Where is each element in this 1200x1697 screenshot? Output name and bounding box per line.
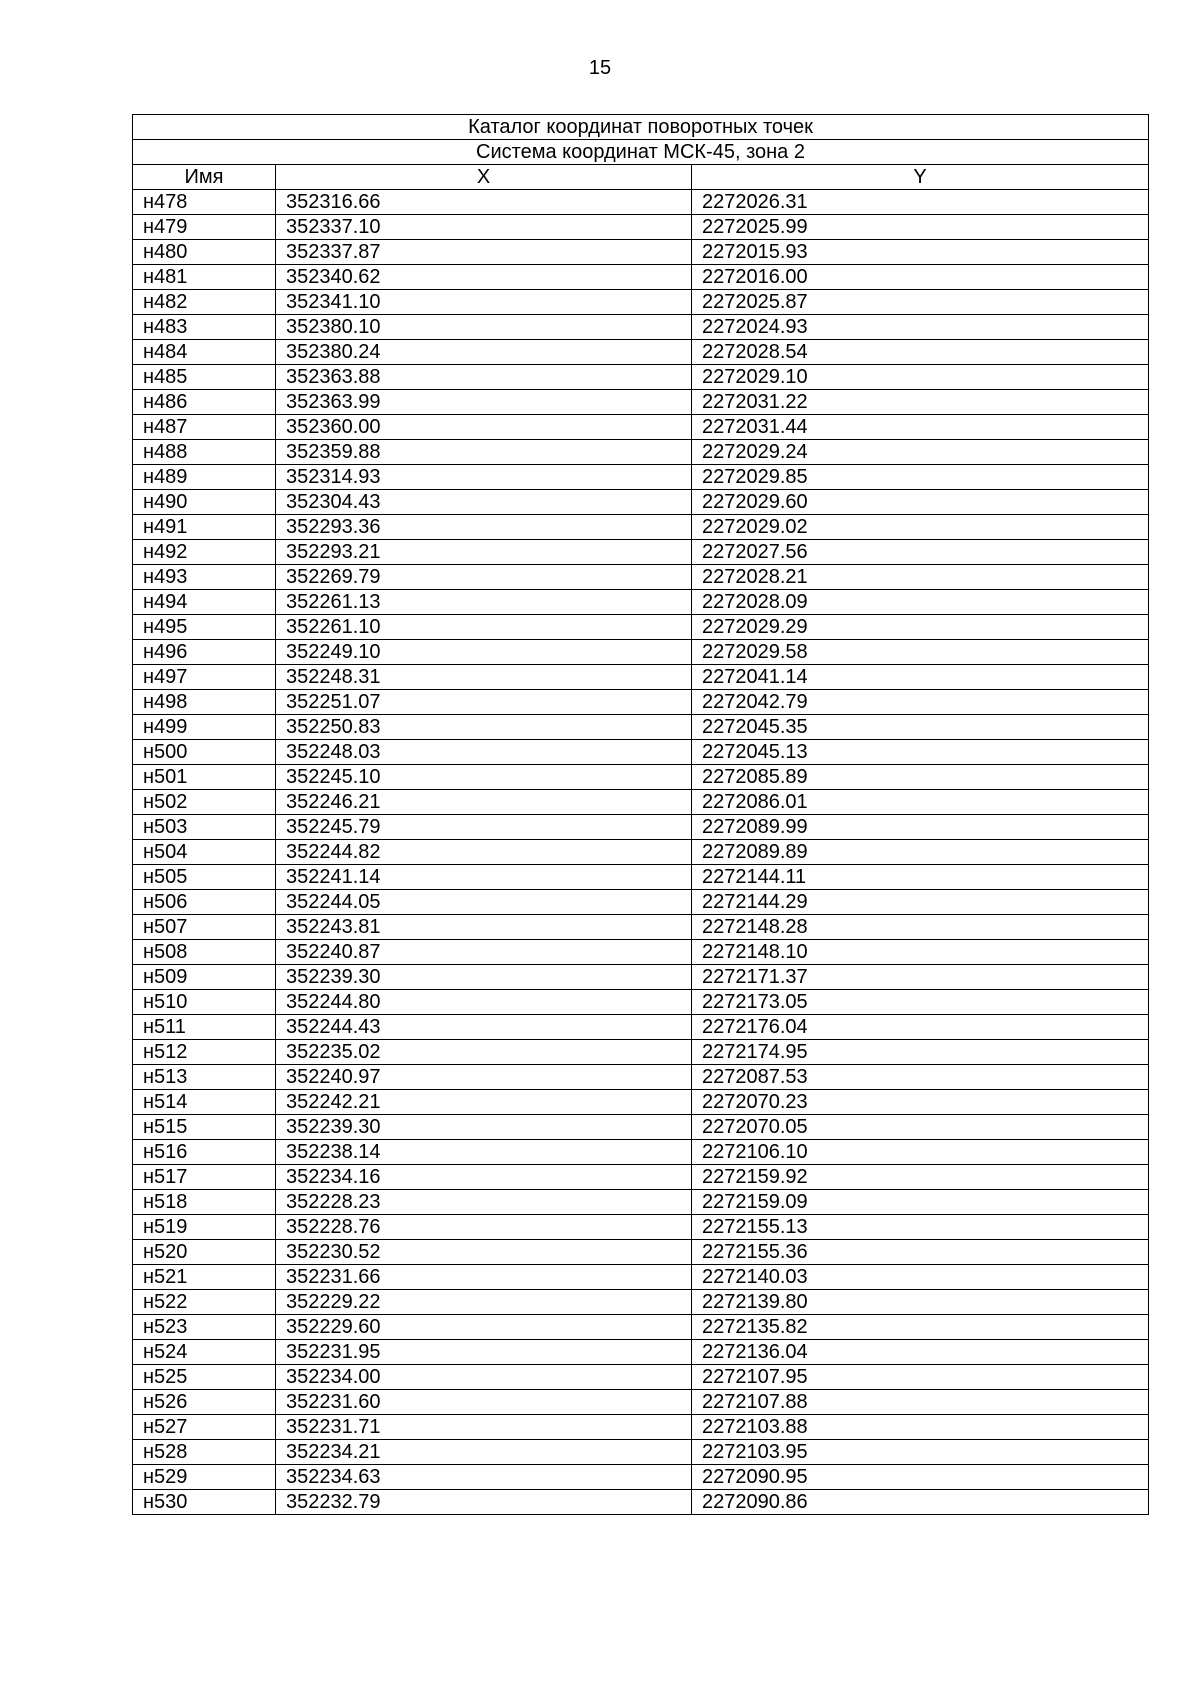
table-row bbox=[133, 615, 1149, 640]
x-coordinate: 352238.14 bbox=[276, 1140, 692, 1165]
x-coordinate: 352228.76 bbox=[276, 1215, 692, 1240]
coordinate-catalog-table bbox=[132, 114, 1149, 1515]
x-coordinate: 352363.99 bbox=[276, 390, 692, 415]
table-row bbox=[133, 740, 1149, 765]
point-name: н485 bbox=[133, 365, 276, 390]
x-coordinate: 352241.14 bbox=[276, 865, 692, 890]
y-coordinate: 2272045.35 bbox=[692, 715, 1149, 740]
x-coordinate: 352245.79 bbox=[276, 815, 692, 840]
y-coordinate: 2272173.05 bbox=[692, 990, 1149, 1015]
y-coordinate: 2272015.93 bbox=[692, 240, 1149, 265]
x-coordinate: 352269.79 bbox=[276, 565, 692, 590]
y-coordinate: 2272025.87 bbox=[692, 290, 1149, 315]
x-coordinate: 352229.22 bbox=[276, 1290, 692, 1315]
point-name: н513 bbox=[133, 1065, 276, 1090]
y-coordinate: 2272144.11 bbox=[692, 865, 1149, 890]
y-coordinate: 2272041.14 bbox=[692, 665, 1149, 690]
x-coordinate: 352232.79 bbox=[276, 1490, 692, 1515]
x-coordinate: 352234.63 bbox=[276, 1465, 692, 1490]
point-name: н525 bbox=[133, 1365, 276, 1390]
table-row bbox=[133, 1340, 1149, 1365]
y-coordinate: 2272086.01 bbox=[692, 790, 1149, 815]
x-coordinate: 352380.10 bbox=[276, 315, 692, 340]
table-header-row bbox=[133, 165, 1149, 190]
table-row bbox=[133, 640, 1149, 665]
y-coordinate: 2272026.31 bbox=[692, 190, 1149, 215]
y-coordinate: 2272016.00 bbox=[692, 265, 1149, 290]
y-coordinate: 2272107.95 bbox=[692, 1365, 1149, 1390]
point-name: н496 bbox=[133, 640, 276, 665]
point-name: н507 bbox=[133, 915, 276, 940]
y-coordinate: 2272028.54 bbox=[692, 340, 1149, 365]
point-name: н517 bbox=[133, 1165, 276, 1190]
x-coordinate: 352337.10 bbox=[276, 215, 692, 240]
point-name: н478 bbox=[133, 190, 276, 215]
y-coordinate: 2272136.04 bbox=[692, 1340, 1149, 1365]
table-row bbox=[133, 215, 1149, 240]
x-coordinate: 352240.97 bbox=[276, 1065, 692, 1090]
x-coordinate: 352251.07 bbox=[276, 690, 692, 715]
point-name: н479 bbox=[133, 215, 276, 240]
x-coordinate: 352340.62 bbox=[276, 265, 692, 290]
y-coordinate: 2272144.29 bbox=[692, 890, 1149, 915]
column-header-name: Имя bbox=[133, 165, 276, 190]
point-name: н500 bbox=[133, 740, 276, 765]
table-row bbox=[133, 940, 1149, 965]
y-coordinate: 2272085.89 bbox=[692, 765, 1149, 790]
point-name: н502 bbox=[133, 790, 276, 815]
y-coordinate: 2272045.13 bbox=[692, 740, 1149, 765]
point-name: н488 bbox=[133, 440, 276, 465]
table-row bbox=[133, 1240, 1149, 1265]
y-coordinate: 2272090.95 bbox=[692, 1465, 1149, 1490]
point-name: н506 bbox=[133, 890, 276, 915]
y-coordinate: 2272107.88 bbox=[692, 1390, 1149, 1415]
table-row bbox=[133, 915, 1149, 940]
point-name: н510 bbox=[133, 990, 276, 1015]
point-name: н503 bbox=[133, 815, 276, 840]
y-coordinate: 2272155.13 bbox=[692, 1215, 1149, 1240]
y-coordinate: 2272148.10 bbox=[692, 940, 1149, 965]
table-row bbox=[133, 340, 1149, 365]
table-row bbox=[133, 1315, 1149, 1340]
y-coordinate: 2272139.80 bbox=[692, 1290, 1149, 1315]
x-coordinate: 352231.95 bbox=[276, 1340, 692, 1365]
point-name: н526 bbox=[133, 1390, 276, 1415]
x-coordinate: 352231.66 bbox=[276, 1265, 692, 1290]
point-name: н498 bbox=[133, 690, 276, 715]
point-name: н482 bbox=[133, 290, 276, 315]
table-row bbox=[133, 465, 1149, 490]
x-coordinate: 352244.05 bbox=[276, 890, 692, 915]
x-coordinate: 352360.00 bbox=[276, 415, 692, 440]
x-coordinate: 352234.00 bbox=[276, 1365, 692, 1390]
table-row bbox=[133, 1265, 1149, 1290]
table-row bbox=[133, 715, 1149, 740]
point-name: н516 bbox=[133, 1140, 276, 1165]
y-coordinate: 2272025.99 bbox=[692, 215, 1149, 240]
x-coordinate: 352234.21 bbox=[276, 1440, 692, 1465]
x-coordinate: 352228.23 bbox=[276, 1190, 692, 1215]
point-name: н489 bbox=[133, 465, 276, 490]
point-name: н520 bbox=[133, 1240, 276, 1265]
table-row bbox=[133, 765, 1149, 790]
table-row bbox=[133, 265, 1149, 290]
x-coordinate: 352244.82 bbox=[276, 840, 692, 865]
point-name: н483 bbox=[133, 315, 276, 340]
x-coordinate: 352244.43 bbox=[276, 1015, 692, 1040]
table-row bbox=[133, 190, 1149, 215]
y-coordinate: 2272106.10 bbox=[692, 1140, 1149, 1165]
point-name: н521 bbox=[133, 1265, 276, 1290]
table-row bbox=[133, 990, 1149, 1015]
y-coordinate: 2272176.04 bbox=[692, 1015, 1149, 1040]
x-coordinate: 352293.21 bbox=[276, 540, 692, 565]
table-row bbox=[133, 365, 1149, 390]
point-name: н523 bbox=[133, 1315, 276, 1340]
point-name: н504 bbox=[133, 840, 276, 865]
table-row bbox=[133, 515, 1149, 540]
x-coordinate: 352248.31 bbox=[276, 665, 692, 690]
x-coordinate: 352249.10 bbox=[276, 640, 692, 665]
x-coordinate: 352359.88 bbox=[276, 440, 692, 465]
point-name: н499 bbox=[133, 715, 276, 740]
y-coordinate: 2272090.86 bbox=[692, 1490, 1149, 1515]
x-coordinate: 352239.30 bbox=[276, 1115, 692, 1140]
x-coordinate: 352341.10 bbox=[276, 290, 692, 315]
table-row bbox=[133, 390, 1149, 415]
x-coordinate: 352250.83 bbox=[276, 715, 692, 740]
point-name: н487 bbox=[133, 415, 276, 440]
page-number: 15 bbox=[588, 57, 612, 79]
x-coordinate: 352235.02 bbox=[276, 1040, 692, 1065]
point-name: н511 bbox=[133, 1015, 276, 1040]
table-row bbox=[133, 965, 1149, 990]
table-subtitle: Система координат МСК-45, зона 2 bbox=[133, 140, 1149, 165]
x-coordinate: 352261.10 bbox=[276, 615, 692, 640]
table-row bbox=[133, 1165, 1149, 1190]
x-coordinate: 352248.03 bbox=[276, 740, 692, 765]
table-row bbox=[133, 1015, 1149, 1040]
y-coordinate: 2272159.09 bbox=[692, 1190, 1149, 1215]
point-name: н501 bbox=[133, 765, 276, 790]
x-coordinate: 352314.93 bbox=[276, 465, 692, 490]
x-coordinate: 352380.24 bbox=[276, 340, 692, 365]
x-coordinate: 352242.21 bbox=[276, 1090, 692, 1115]
table-row bbox=[133, 415, 1149, 440]
y-coordinate: 2272042.79 bbox=[692, 690, 1149, 715]
y-coordinate: 2272024.93 bbox=[692, 315, 1149, 340]
table-row bbox=[133, 490, 1149, 515]
point-name: н524 bbox=[133, 1340, 276, 1365]
point-name: н527 bbox=[133, 1415, 276, 1440]
table-body bbox=[133, 190, 1149, 1515]
x-coordinate: 352230.52 bbox=[276, 1240, 692, 1265]
table-row bbox=[133, 1215, 1149, 1240]
column-header-x: X bbox=[276, 165, 692, 190]
x-coordinate: 352243.81 bbox=[276, 915, 692, 940]
point-name: н505 bbox=[133, 865, 276, 890]
y-coordinate: 2272135.82 bbox=[692, 1315, 1149, 1340]
table-row bbox=[133, 1440, 1149, 1465]
table-row bbox=[133, 240, 1149, 265]
point-name: н486 bbox=[133, 390, 276, 415]
table-row bbox=[133, 565, 1149, 590]
table-row bbox=[133, 1040, 1149, 1065]
point-name: н493 bbox=[133, 565, 276, 590]
x-coordinate: 352261.13 bbox=[276, 590, 692, 615]
y-coordinate: 2272174.95 bbox=[692, 1040, 1149, 1065]
table-row bbox=[133, 1365, 1149, 1390]
point-name: н484 bbox=[133, 340, 276, 365]
y-coordinate: 2272029.24 bbox=[692, 440, 1149, 465]
x-coordinate: 352240.87 bbox=[276, 940, 692, 965]
table-row bbox=[133, 315, 1149, 340]
point-name: н528 bbox=[133, 1440, 276, 1465]
table-row bbox=[133, 790, 1149, 815]
table-row bbox=[133, 1190, 1149, 1215]
y-coordinate: 2272028.21 bbox=[692, 565, 1149, 590]
x-coordinate: 352239.30 bbox=[276, 965, 692, 990]
y-coordinate: 2272029.29 bbox=[692, 615, 1149, 640]
y-coordinate: 2272070.05 bbox=[692, 1115, 1149, 1140]
y-coordinate: 2272028.09 bbox=[692, 590, 1149, 615]
x-coordinate: 352293.36 bbox=[276, 515, 692, 540]
point-name: н519 bbox=[133, 1215, 276, 1240]
point-name: н530 bbox=[133, 1490, 276, 1515]
y-coordinate: 2272029.60 bbox=[692, 490, 1149, 515]
point-name: н509 bbox=[133, 965, 276, 990]
table-row bbox=[133, 665, 1149, 690]
point-name: н494 bbox=[133, 590, 276, 615]
table-row bbox=[133, 1090, 1149, 1115]
y-coordinate: 2272089.99 bbox=[692, 815, 1149, 840]
table-row bbox=[133, 1115, 1149, 1140]
table-row bbox=[133, 1290, 1149, 1315]
x-coordinate: 352244.80 bbox=[276, 990, 692, 1015]
y-coordinate: 2272103.95 bbox=[692, 1440, 1149, 1465]
x-coordinate: 352337.87 bbox=[276, 240, 692, 265]
table-row bbox=[133, 1390, 1149, 1415]
point-name: н490 bbox=[133, 490, 276, 515]
y-coordinate: 2272089.89 bbox=[692, 840, 1149, 865]
y-coordinate: 2272148.28 bbox=[692, 915, 1149, 940]
x-coordinate: 352246.21 bbox=[276, 790, 692, 815]
table-row bbox=[133, 1490, 1149, 1515]
y-coordinate: 2272029.58 bbox=[692, 640, 1149, 665]
y-coordinate: 2272031.22 bbox=[692, 390, 1149, 415]
table-row bbox=[133, 1065, 1149, 1090]
y-coordinate: 2272029.85 bbox=[692, 465, 1149, 490]
y-coordinate: 2272103.88 bbox=[692, 1415, 1149, 1440]
table-row bbox=[133, 815, 1149, 840]
point-name: н515 bbox=[133, 1115, 276, 1140]
point-name: н492 bbox=[133, 540, 276, 565]
table-row bbox=[133, 440, 1149, 465]
y-coordinate: 2272159.92 bbox=[692, 1165, 1149, 1190]
x-coordinate: 352363.88 bbox=[276, 365, 692, 390]
y-coordinate: 2272140.03 bbox=[692, 1265, 1149, 1290]
point-name: н512 bbox=[133, 1040, 276, 1065]
y-coordinate: 2272031.44 bbox=[692, 415, 1149, 440]
point-name: н522 bbox=[133, 1290, 276, 1315]
table-row bbox=[133, 1465, 1149, 1490]
y-coordinate: 2272155.36 bbox=[692, 1240, 1149, 1265]
y-coordinate: 2272070.23 bbox=[692, 1090, 1149, 1115]
table-title-row bbox=[133, 115, 1149, 140]
point-name: н491 bbox=[133, 515, 276, 540]
table-row bbox=[133, 840, 1149, 865]
table-row bbox=[133, 590, 1149, 615]
y-coordinate: 2272087.53 bbox=[692, 1065, 1149, 1090]
y-coordinate: 2272171.37 bbox=[692, 965, 1149, 990]
x-coordinate: 352304.43 bbox=[276, 490, 692, 515]
table-title: Каталог координат поворотных точек bbox=[133, 115, 1149, 140]
table-row bbox=[133, 690, 1149, 715]
x-coordinate: 352316.66 bbox=[276, 190, 692, 215]
table-row bbox=[133, 865, 1149, 890]
point-name: н497 bbox=[133, 665, 276, 690]
point-name: н518 bbox=[133, 1190, 276, 1215]
x-coordinate: 352231.71 bbox=[276, 1415, 692, 1440]
point-name: н495 bbox=[133, 615, 276, 640]
x-coordinate: 352231.60 bbox=[276, 1390, 692, 1415]
y-coordinate: 2272027.56 bbox=[692, 540, 1149, 565]
column-header-y: Y bbox=[692, 165, 1149, 190]
table-row bbox=[133, 290, 1149, 315]
table-row bbox=[133, 890, 1149, 915]
x-coordinate: 352234.16 bbox=[276, 1165, 692, 1190]
point-name: н514 bbox=[133, 1090, 276, 1115]
x-coordinate: 352229.60 bbox=[276, 1315, 692, 1340]
x-coordinate: 352245.10 bbox=[276, 765, 692, 790]
y-coordinate: 2272029.02 bbox=[692, 515, 1149, 540]
point-name: н481 bbox=[133, 265, 276, 290]
point-name: н480 bbox=[133, 240, 276, 265]
table-row bbox=[133, 540, 1149, 565]
table-row bbox=[133, 1415, 1149, 1440]
table-subtitle-row bbox=[133, 140, 1149, 165]
y-coordinate: 2272029.10 bbox=[692, 365, 1149, 390]
point-name: н508 bbox=[133, 940, 276, 965]
point-name: н529 bbox=[133, 1465, 276, 1490]
table-row bbox=[133, 1140, 1149, 1165]
